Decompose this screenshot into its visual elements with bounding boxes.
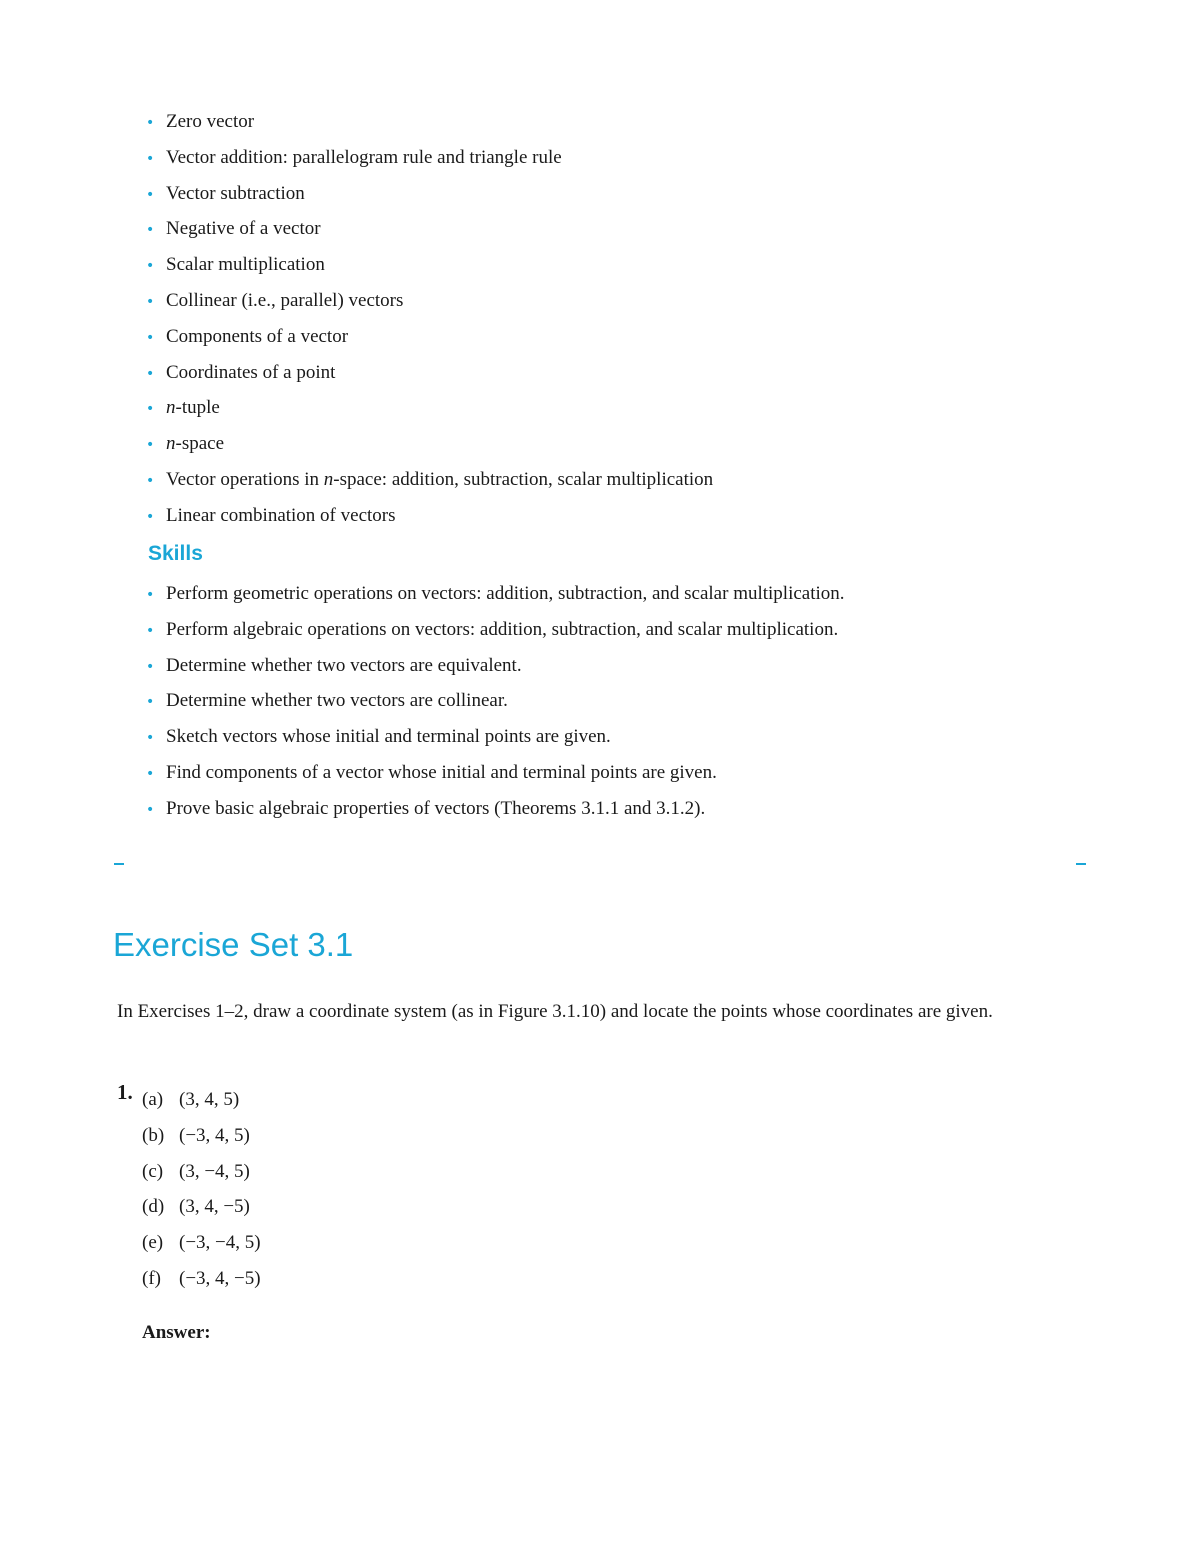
bullet-icon: • xyxy=(146,622,155,639)
part-label: (c) xyxy=(142,1160,164,1182)
bullet-icon: • xyxy=(146,293,155,310)
bullet-icon: • xyxy=(146,365,155,382)
list-item xyxy=(142,1193,261,1229)
part-value: (3, 4, −5) xyxy=(179,1196,250,1218)
skill-text: Determine whether two vectors are collinear. xyxy=(166,690,508,712)
math-variable-n: n xyxy=(166,397,176,419)
list-item xyxy=(146,323,713,359)
divider-mark-left xyxy=(114,863,124,865)
concept-text: Vector subtraction xyxy=(166,182,305,204)
list-item xyxy=(146,687,845,723)
answer-label: Answer: xyxy=(142,1322,211,1343)
list-item xyxy=(142,1086,261,1122)
concept-text: -space xyxy=(175,433,225,455)
exercise-number: 1. xyxy=(117,1080,133,1104)
list-item xyxy=(146,359,713,395)
list-item xyxy=(146,108,713,144)
list-item xyxy=(146,180,713,216)
list-item xyxy=(146,502,713,538)
list-item xyxy=(146,466,713,502)
skill-text: Determine whether two vectors are equivalent. xyxy=(166,654,522,676)
bullet-icon: • xyxy=(146,694,155,711)
bullet-icon: • xyxy=(146,222,155,239)
part-label: (f) xyxy=(142,1267,161,1289)
bullet-icon: • xyxy=(146,508,155,525)
list-item xyxy=(146,652,845,688)
bullet-icon: • xyxy=(146,765,155,782)
exercise-intro: In Exercises 1–2, draw a coordinate system (as in Figure 3.1.10) and locate the points whose coordinates are given. xyxy=(117,1001,993,1022)
part-label: (d) xyxy=(142,1196,165,1218)
bullet-icon: • xyxy=(146,658,155,675)
math-variable-n: n xyxy=(166,433,176,455)
concept-text: Vector addition: parallelogram rule and triangle rule xyxy=(166,146,562,168)
bullet-icon: • xyxy=(146,587,155,603)
list-item xyxy=(146,287,713,323)
concepts-list xyxy=(146,108,713,538)
concept-text-prefix: Vector operations in xyxy=(166,468,324,490)
concept-text: Zero vector xyxy=(166,111,255,132)
list-item xyxy=(142,1265,261,1301)
skills-list xyxy=(146,580,845,831)
list-item xyxy=(146,251,713,287)
skills-heading: Skills xyxy=(148,542,203,565)
bullet-icon: • xyxy=(146,730,155,747)
list-item xyxy=(142,1158,261,1194)
bullet-icon: • xyxy=(146,115,155,131)
skill-text: Perform algebraic operations on vectors: addition, subtraction, and scalar multiplication. xyxy=(166,618,839,640)
part-label: (a) xyxy=(142,1089,164,1110)
bullet-icon: • xyxy=(146,186,155,203)
list-item xyxy=(146,616,845,652)
part-value: (3, −4, 5) xyxy=(179,1160,250,1182)
exercise-parts xyxy=(142,1086,261,1301)
list-item xyxy=(146,144,713,180)
bullet-icon: • xyxy=(146,258,155,275)
list-item xyxy=(146,394,713,430)
bullet-icon: • xyxy=(146,472,155,489)
skill-text: Prove basic algebraic properties of vectors (Theorems 3.1.1 and 3.1.2). xyxy=(166,797,706,819)
list-item xyxy=(146,430,713,466)
list-item xyxy=(142,1229,261,1265)
part-value: (−3, 4, 5) xyxy=(179,1124,250,1146)
list-item xyxy=(146,215,713,251)
part-value: (3, 4, 5) xyxy=(179,1089,240,1110)
skill-text: Find components of a vector whose initial and terminal points are given. xyxy=(166,761,717,783)
list-item xyxy=(146,723,845,759)
divider-mark-right xyxy=(1076,863,1086,865)
concept-text: Coordinates of a point xyxy=(166,361,336,383)
concept-text: Components of a vector xyxy=(166,325,349,347)
concept-text: Scalar multiplication xyxy=(166,254,325,276)
concept-text: -tuple xyxy=(175,397,220,419)
concept-text: Linear combination of vectors xyxy=(166,504,396,526)
concept-text: -space: addition, subtraction, scalar multiplication xyxy=(333,468,714,490)
part-label: (e) xyxy=(142,1232,164,1254)
bullet-icon: • xyxy=(146,437,155,454)
math-variable-n: n xyxy=(323,468,334,490)
concept-text: Negative of a vector xyxy=(166,218,321,240)
skill-text: Sketch vectors whose initial and terminal points are given. xyxy=(166,726,611,748)
concept-text: Collinear (i.e., parallel) vectors xyxy=(166,289,404,311)
part-value: (−3, 4, −5) xyxy=(179,1267,261,1289)
bullet-icon: • xyxy=(146,401,155,418)
bullet-icon: • xyxy=(146,801,155,818)
list-item xyxy=(146,795,845,831)
skill-text: Perform geometric operations on vectors: addition, subtraction, and scalar multiplication. xyxy=(166,583,845,604)
bullet-icon: • xyxy=(146,150,155,167)
part-value: (−3, −4, 5) xyxy=(179,1232,261,1254)
list-item xyxy=(146,580,845,616)
list-item xyxy=(146,759,845,795)
part-label: (b) xyxy=(142,1124,165,1146)
exercise-set-title: Exercise Set 3.1 xyxy=(113,926,354,963)
list-item xyxy=(142,1122,261,1158)
bullet-icon: • xyxy=(146,329,155,346)
